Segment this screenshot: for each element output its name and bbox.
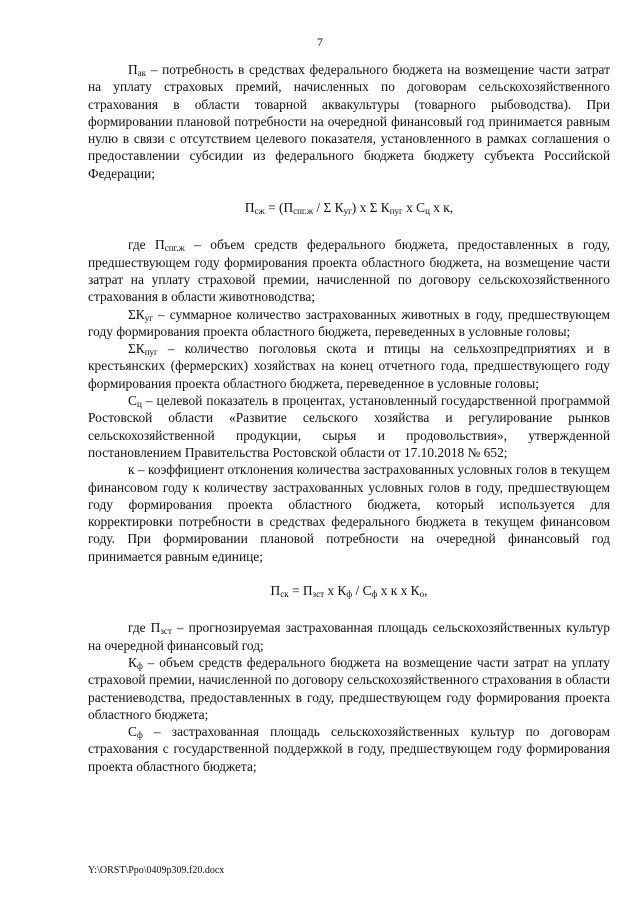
paragraph-sf: $С_ф$ – застрахованная площадь сельскохозяйственных культур по договорам страхования с государственной поддержкой в году, предшествующем году формирования проекта областного бюджета; [88,724,610,774]
paragraph-k: к – коэффициент отклонения количества застрахованных условных голов в текущем финансовом году к количеству застрахованных условных голов в году, предшествующем году формирования проекта областного бюджета, который используется для корректировки потребности в средствах федерального бюджета в текущем финансовом году. При формировании плановой потребности на очередной финансовый год принимается равным единице; [88,462,610,564]
paragraph-kf: $К_ф$ – объем средств федерального бюджета на возмещение части затрат на уплату страховой премии, начисленной по договору сельскохозяйственного страхования в области растениеводства, предоставленных в году, предшествующем году формирования проекта областного бюджета; [88,654,610,722]
paragraph-kug: $\Sigma К_{уг}$ – суммарное количество застрахованных животных в году, предшествующем году формирования проекта областного бюджета, переведенных в условные головы; [88,306,610,339]
paragraph-kpug: $\Sigma К_{пуг}$ – количество поголовья скота и птицы на сельхозпредприятиях и в крестьянских (фермерских) хозяйствах на конец отчетного года, предшествующего году формирования проекта областного бюджета, переведенное в условные головы; [88,341,610,391]
document-body [88,61,610,775]
page-number: 7 [317,35,323,49]
paragraph-pak: $П_{ак}$ – потребность в средствах федерального бюджета на возмещение части затрат на уплату страховых премий, начисленных по договорам сельскохозяйственного страхования в области товарной аквакультуры (товарного рыбоводства). При формировании плановой потребности на очередной финансовый год принимается равным нулю в связи с отсутствием целевого показателя, установленного в рамках соглашения о предоставлении субсидии из федерального бюджета бюджету субъекта Российской Федерации; [88,62,610,181]
paragraph-pzst: где $П_{зст}$ – прогнозируемая застрахованная площадь сельскохозяйственных культур на очередной финансовый год; [88,620,610,653]
paragraph-pspg: где $П_{спг.ж}$ – объем средств федерального бюджета, предоставленных в году, предшествующем году формирования проекта областного бюджета, на возмещение части затрат на уплату страховой премии, начисленной по договору сельскохозяйственного страхования в области животноводства; [88,237,610,305]
paragraph-sc: $С_ц$ – целевой показатель в процентах, установленный государственной программой Ростовской области «Развитие сельского хозяйства и регулирование рынков сельскохозяйственной продукции, сырья и продовольствия», утвержденной постановлением Правительства Ростовской области от 17.10.2018 № 652; [88,393,610,460]
formula-psj: $П_{сж} = (П_{спг.ж} / \Sigma$ $К_{уг}$) х Σ $К_{пуг}$ х $С_ц$ х к, [244,200,454,217]
formula-psk: $П_{ск} = П_{зст}$ х $К_ф / С_ф$ х к х $К_о$, [270,583,428,600]
file-path-footer: Y:\ORST\Ppo\0409p309.f20.docx [88,865,225,876]
